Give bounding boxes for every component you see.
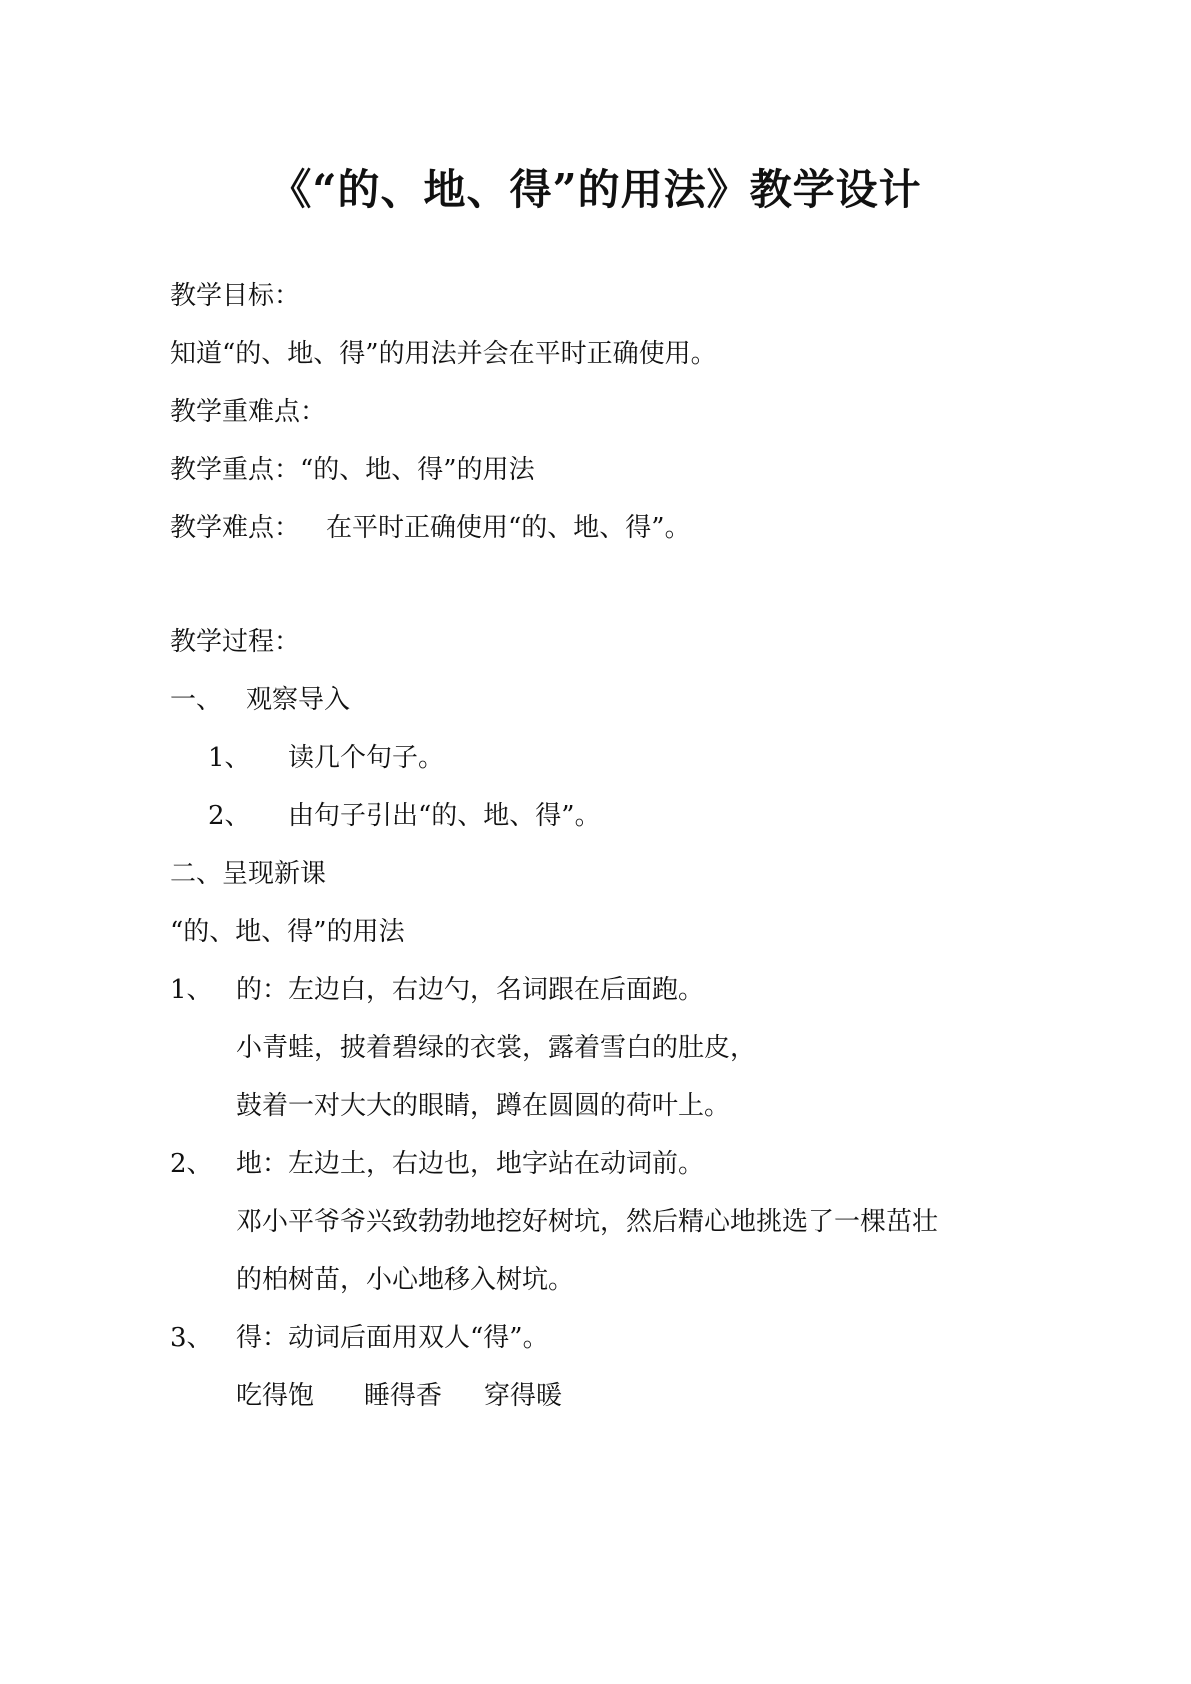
example-sentence: 小青蛙，披着碧绿的衣裳，露着雪白的肚皮， xyxy=(236,1033,757,1063)
step-number: 1、 xyxy=(208,743,251,773)
usage-item-3 xyxy=(170,1320,549,1356)
section1-heading xyxy=(170,682,350,718)
step-text: 由句子引出“的、地、得”。 xyxy=(288,801,601,831)
item-rule: 的：左边白，右边勺，名词跟在后面跑。 xyxy=(236,975,705,1005)
example-word: 穿得暖 xyxy=(484,1381,563,1411)
item-number: 2、 xyxy=(170,1149,213,1179)
item-rule: 得：动词后面用双人“得”。 xyxy=(236,1323,549,1353)
focus-text: “的、地、得”的用法 xyxy=(300,455,535,485)
example-sentence: 鼓着一对大大的眼睛，蹲在圆圆的荷叶上。 xyxy=(236,1091,731,1121)
item-number: 1、 xyxy=(170,975,213,1005)
item-rule: 地：左边土，右边也，地字站在动词前。 xyxy=(236,1149,705,1179)
section1-step-1 xyxy=(208,740,444,776)
focus-label: 教学重点： xyxy=(170,455,301,485)
section2-heading: 二、呈现新课 xyxy=(170,859,327,889)
usage-item-1 xyxy=(170,972,704,1008)
item-number: 3、 xyxy=(170,1323,213,1353)
difficulty-text: 在平时正确使用“的、地、得”。 xyxy=(326,513,691,543)
objectives-text: 知道“的、地、得”的用法并会在平时正确使用。 xyxy=(170,339,717,369)
example-sentence: 的柏树苗，小心地移入树坑。 xyxy=(236,1265,575,1295)
key-points-heading: 教学重难点： xyxy=(170,397,327,427)
example-word: 吃得饱 xyxy=(236,1381,315,1411)
section1-step-2 xyxy=(208,798,601,834)
section2-subtitle: “的、地、得”的用法 xyxy=(170,917,405,947)
difficulty-line xyxy=(170,510,691,546)
focus-line xyxy=(170,452,535,488)
usage-item-2 xyxy=(170,1146,704,1182)
example-word: 睡得香 xyxy=(364,1381,443,1411)
example-sentence: 邓小平爷爷兴致勃勃地挖好树坑，然后精心地挑选了一棵茁壮 xyxy=(236,1207,939,1237)
objectives-heading: 教学目标： xyxy=(170,281,301,311)
example-words xyxy=(236,1378,562,1414)
section1-number: 一、 xyxy=(170,685,223,715)
page-title: 《“的、地、得”的用法》教学设计 xyxy=(269,165,922,214)
section1-title: 观察导入 xyxy=(246,685,351,715)
process-heading: 教学过程： xyxy=(170,627,301,657)
step-number: 2、 xyxy=(208,801,251,831)
step-text: 读几个句子。 xyxy=(288,743,445,773)
difficulty-label: 教学难点： xyxy=(170,513,301,543)
